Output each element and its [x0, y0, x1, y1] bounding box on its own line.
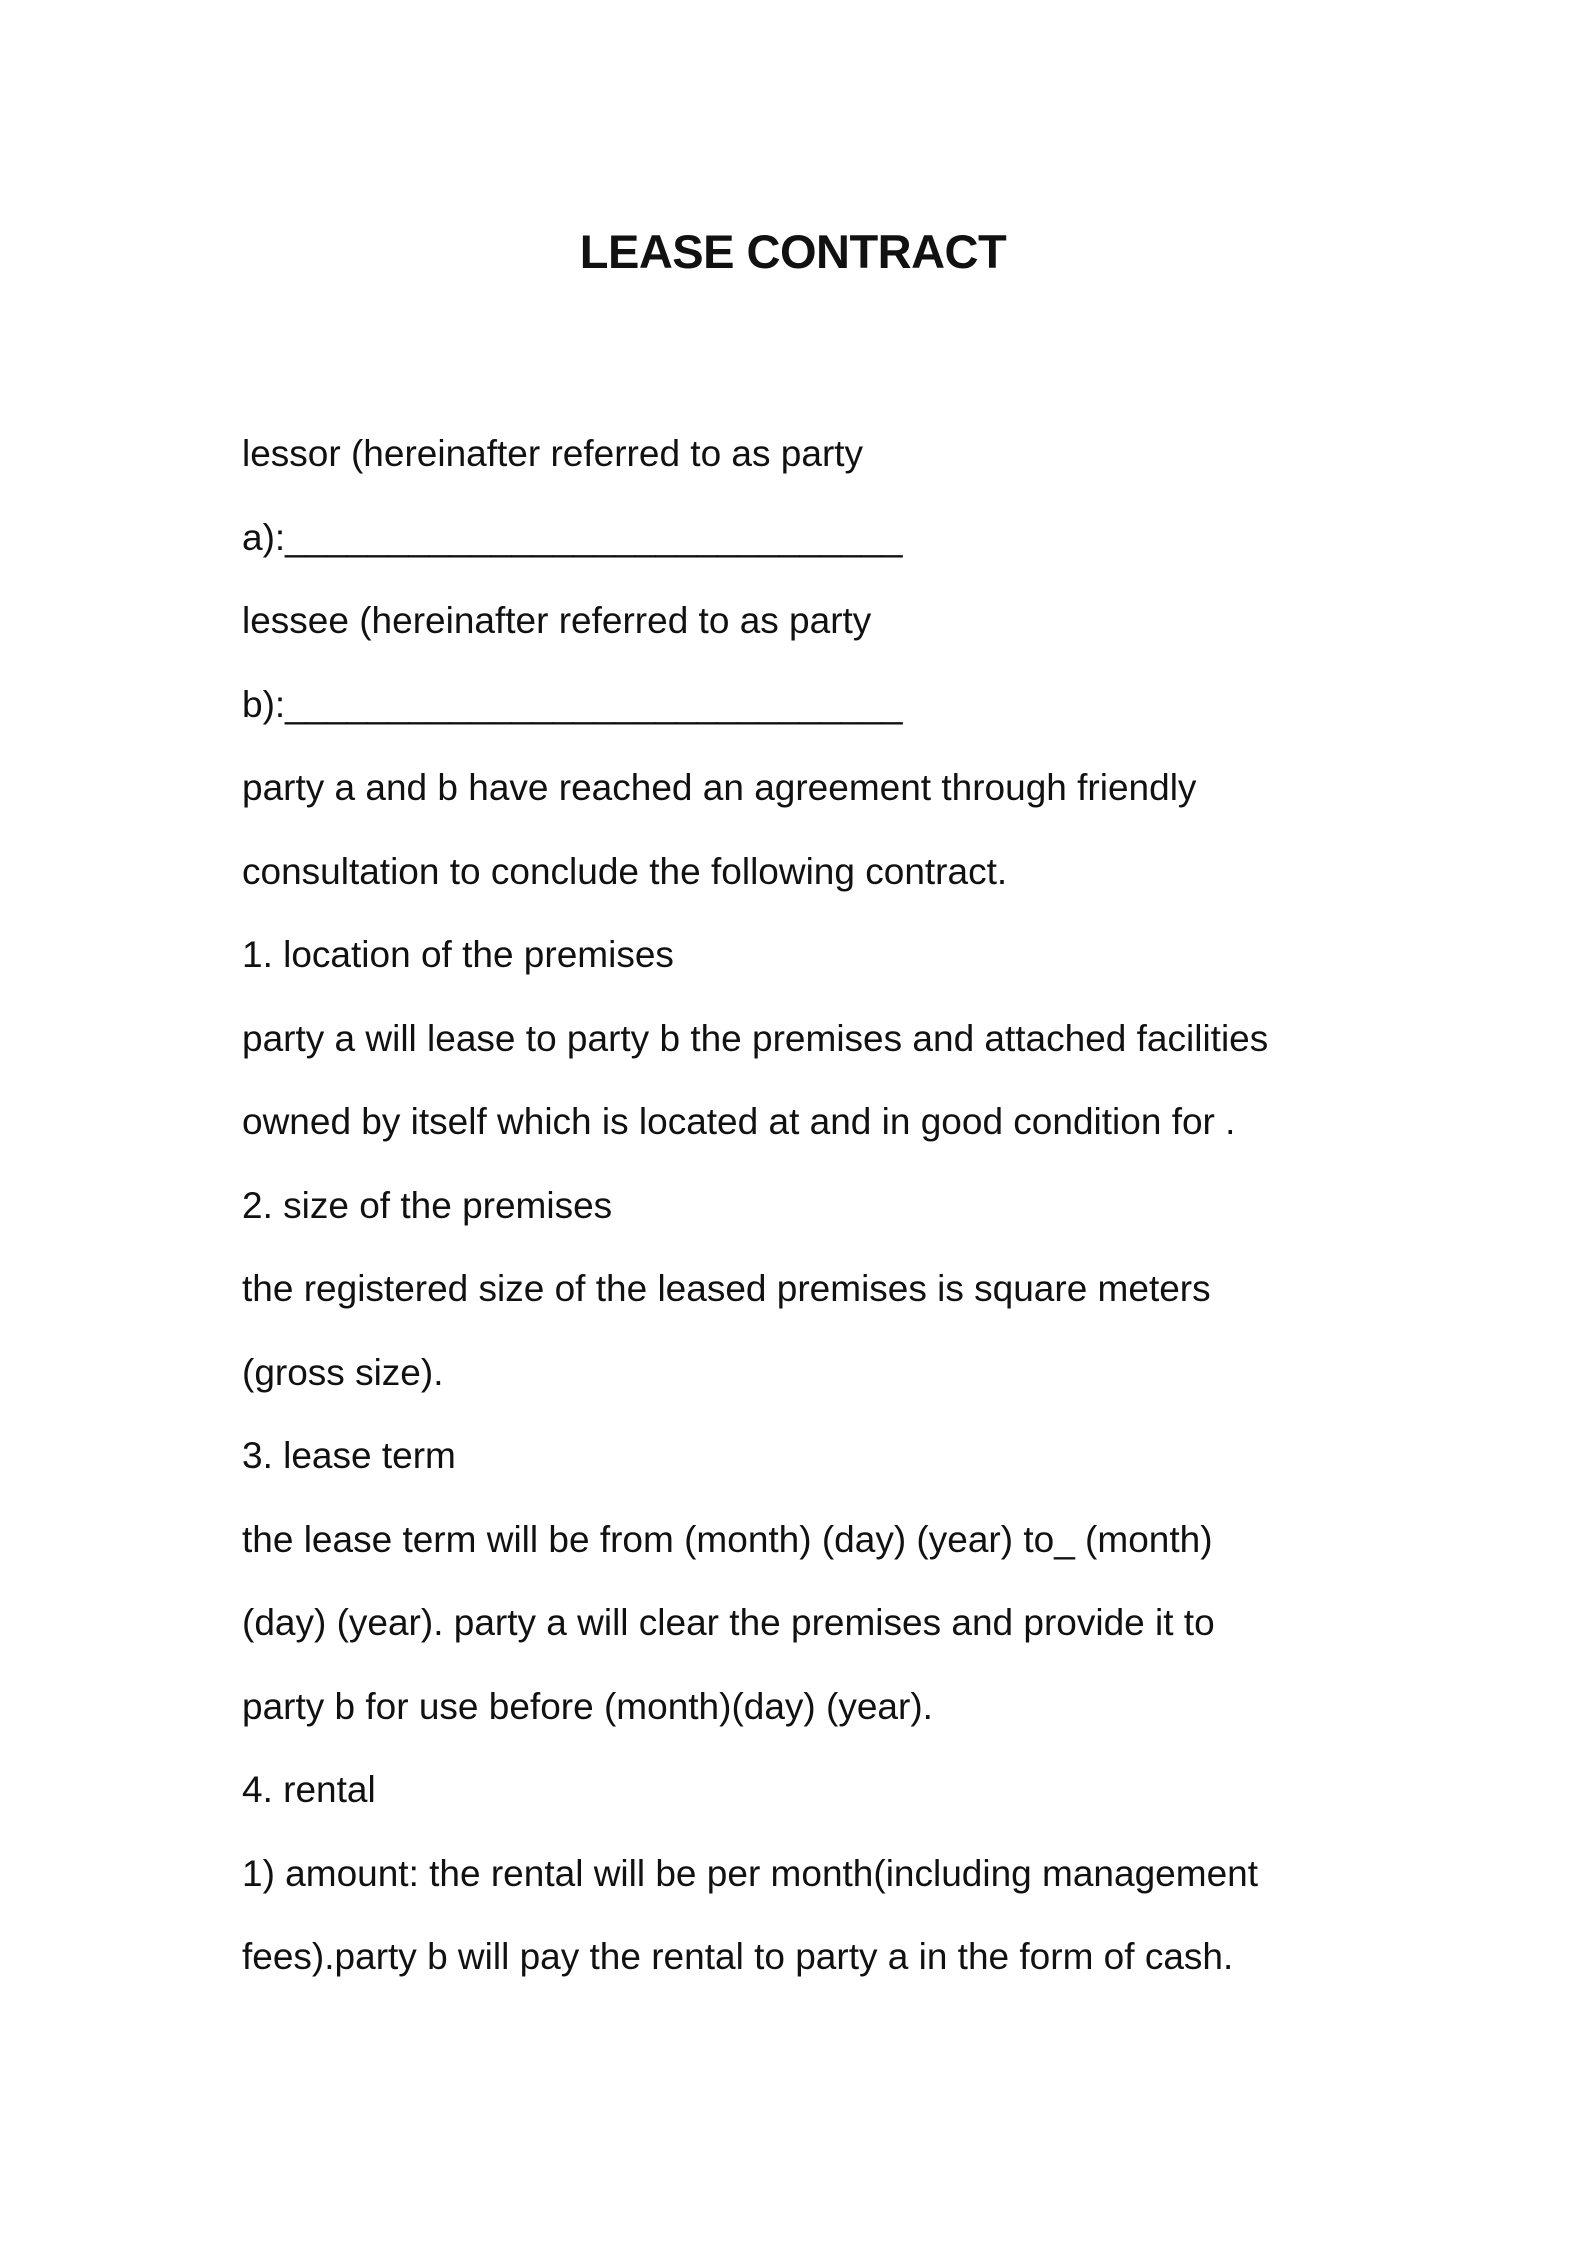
contract-body [242, 412, 1402, 1999]
rental-text-line: fees).party b will pay the rental to party a in the form of cash. [242, 1936, 1234, 1977]
size-text-line: the registered size of the leased premises is square meters [242, 1268, 1211, 1309]
location-text-line: owned by itself which is located at and in good condition for . [242, 1101, 1236, 1142]
section-heading-size: 2. size of the premises [242, 1184, 613, 1226]
section-heading-location: 1. location of the premises [242, 934, 674, 975]
lessor-line: lessor (hereinafter referred to as party [242, 433, 864, 474]
location-text-line: party a will lease to party b the premises and attached facilities [242, 1017, 1269, 1059]
size-text-line: (gross size). [242, 1351, 444, 1393]
section-heading-lease-term: 3. lease term [242, 1435, 456, 1476]
lease-term-text-line: the lease term will be from (month) (day) (year) to_ (month) [242, 1518, 1213, 1560]
lease-term-text-line: party b for use before (month)(day) (year). [242, 1685, 933, 1727]
agreement-intro-line: consultation to conclude the following contract. [242, 850, 1008, 892]
agreement-intro-line: party a and b have reached an agreement through friendly [242, 767, 1197, 808]
lessee-line: lessee (hereinafter referred to as party [242, 600, 872, 641]
section-heading-rental: 4. rental [242, 1769, 376, 1810]
party-a-blank-line: a):______________________________ [242, 516, 903, 558]
rental-text-line: 1) amount: the rental will be per month(including management [242, 1852, 1259, 1894]
lease-term-text-line: (day) (year). party a will clear the premises and provide it to [242, 1602, 1215, 1643]
document-title: LEASE CONTRACT [579, 225, 1007, 278]
party-b-blank-line: b):______________________________ [242, 683, 903, 725]
